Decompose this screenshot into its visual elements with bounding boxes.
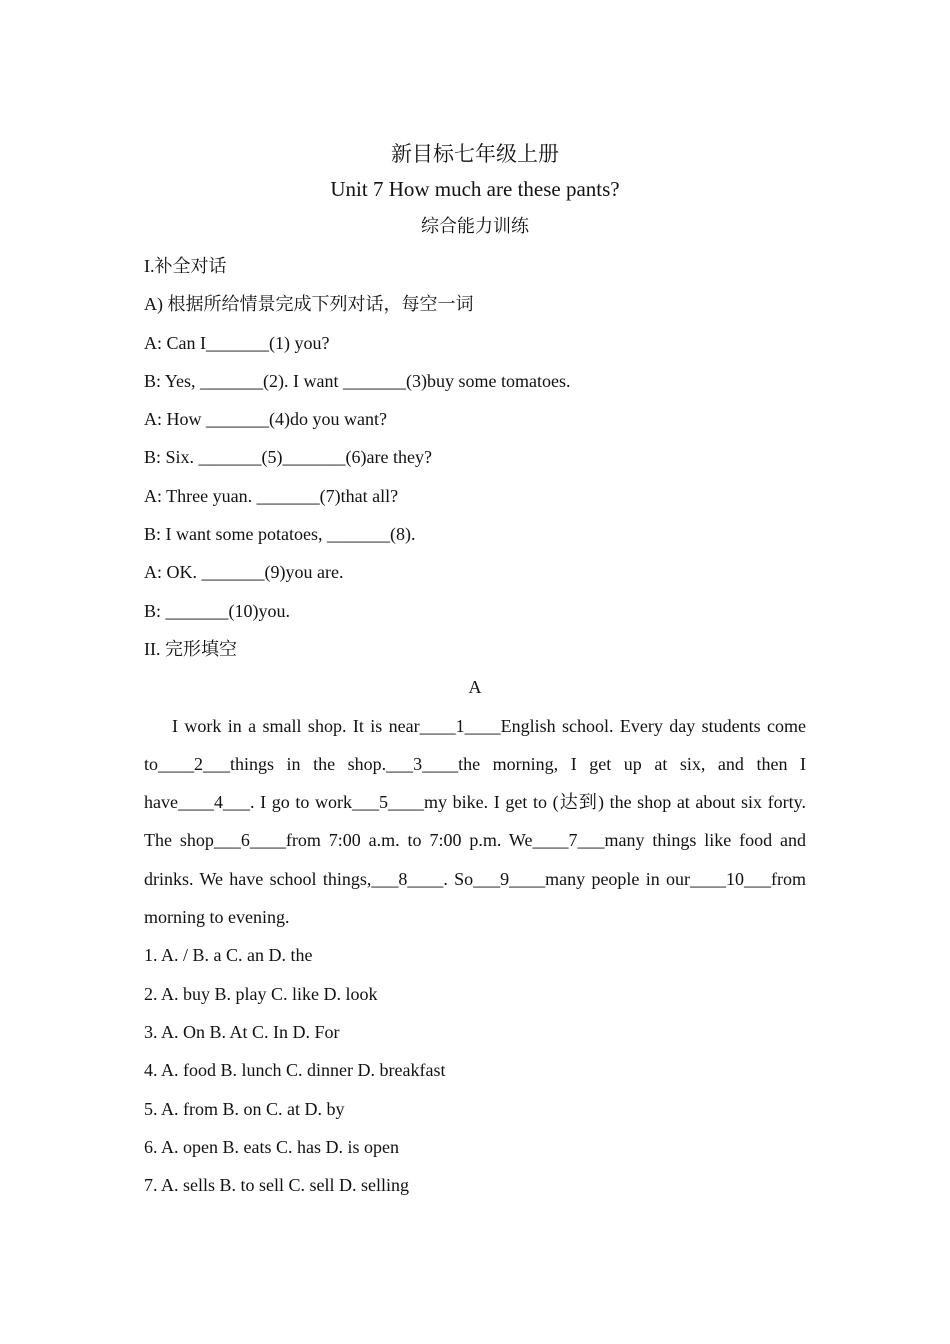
- cloze-passage: I work in a small shop. It is near____1____English school. Every day students come to____2___things in the shop.___3____the morning, I get up at six, and then I have____4___. I go to work___5____my bike. I get to (达到) the shop at about six forty. The shop___6____from 7:00 a.m. to 7:00 p.m. We____7___many things like food and drinks. We have school things,___8____. So___9____many people in our____10___from morning to evening.: [144, 715, 806, 928]
- dialogue-line: A: Can I_______(1) you?: [144, 332, 330, 353]
- option-item: 6. A. open B. eats C. has D. is open: [144, 1136, 399, 1157]
- dialogue-line: A: Three yuan. _______(7)that all?: [144, 485, 399, 506]
- dialogue-line: B: I want some potatoes, _______(8).: [144, 524, 416, 545]
- passage-label: A: [468, 677, 482, 698]
- section-instruction: A) 根据所给情景完成下列对话，每空一词: [144, 294, 474, 315]
- section-heading-cloze: II. 完形填空: [144, 638, 237, 659]
- book-title: 新目标七年级上册: [391, 142, 559, 166]
- option-item: 5. A. from B. on C. at D. by: [144, 1098, 345, 1119]
- dialogue-line: A: OK. _______(9)you are.: [144, 562, 344, 583]
- option-item: 2. A. buy B. play C. like D. look: [144, 983, 378, 1004]
- document-content: [144, 138, 806, 1204]
- option-item: 3. A. On B. At C. In D. For: [144, 1021, 340, 1042]
- options-list: [144, 936, 806, 1204]
- option-item: 4. A. food B. lunch C. dinner D. breakfast: [144, 1060, 446, 1081]
- option-item: 1. A. / B. a C. an D. the: [144, 945, 313, 966]
- dialogue-list: [144, 324, 806, 630]
- exercise-subtitle: 综合能力训练: [421, 216, 529, 236]
- dialogue-line: B: _______(10)you.: [144, 600, 290, 621]
- dialogue-line: B: Six. _______(5)_______(6)are they?: [144, 447, 432, 468]
- dialogue-line: B: Yes, _______(2). I want _______(3)buy some tomatoes.: [144, 370, 571, 391]
- section-heading-dialogue: I.补全对话: [144, 256, 227, 276]
- unit-title: Unit 7 How much are these pants?: [330, 177, 620, 201]
- dialogue-line: A: How _______(4)do you want?: [144, 409, 387, 430]
- option-item: 7. A. sells B. to sell C. sell D. selling: [144, 1175, 410, 1196]
